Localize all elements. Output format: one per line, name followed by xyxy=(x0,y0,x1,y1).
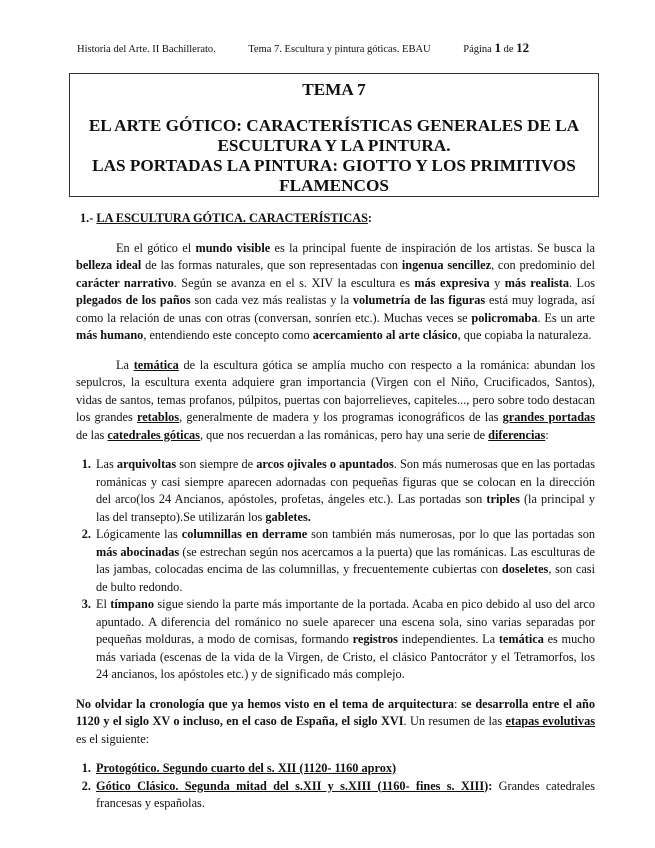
page-current: 1 xyxy=(494,40,501,55)
list-item: 1. Las arquivoltas son siempre de arcos ojivales o apuntados. Son más numerosas que en las portadas románicas y casi siempre aparecen adornadas con pequeñas figuras que se colocan en la dirección del arco(los 24 Ancianos, apóstoles, profetas, ángeles etc.). Las portadas son triples (la principal y las del transepto).Se utilizarán los gabletes. xyxy=(94,456,595,526)
section-heading xyxy=(80,210,595,228)
section-colon: : xyxy=(367,211,373,225)
page-header xyxy=(77,40,559,56)
list-item: 2. Lógicamente las columnillas en derrame son también más numerosas, por lo que las portadas son más abocinadas (se estrechan según nos acercamos a la puerta) que las románicas. Las esculturas de las jambas, colocadas encima de las columnillas, y frecuentemente cubiertas con doseletes, son casi de bulto redondo. xyxy=(94,526,595,596)
paragraph-1: En el gótico el mundo visible es la principal fuente de inspiración de los artistas. Se busca la belleza ideal de las formas naturales, que son representadas con ingenua sencillez, con predominio del carácter narrativo. Según se avanza en el s. XIV la escultura es más expresiva y más realista. Los plegados de los paños son cada vez más realistas y la volumetría de las figuras está muy lograda, así como la relación de unas con otras (conversan, sonríen etc.). Muchas veces se policromaba. Es un arte más humano, entendiendo este concepto como acercamiento al arte clásico, que copiaba la naturaleza. xyxy=(76,240,596,342)
header-topic: Tema 7. Escultura y pintura góticas. EBAU xyxy=(248,44,431,55)
differences-list xyxy=(76,456,595,684)
section-number: 1.- xyxy=(80,211,94,225)
page-total: 12 xyxy=(516,40,530,55)
list-item: 2. Gótico Clásico. Segunda mitad del s.XII y s.XIII (1160- fines s. XIII): Grandes catedrales francesas y españolas. xyxy=(94,778,595,813)
header-course: Historia del Arte. II Bachillerato. xyxy=(77,44,216,55)
chronology-note: No olvidar la cronología que ya hemos visto en el tema de arquitectura: se desarrolla entre el año 1120 y el siglo XV o incluso, en el caso de España, el siglo XVI. Un resumen de las etapas evolutivas es el siguiente: xyxy=(76,696,596,746)
section-title: LA ESCULTURA GÓTICA. CARACTERÍSTICAS xyxy=(96,211,368,225)
list-item: 3. El tímpano sigue siendo la parte más importante de la portada. Acaba en pico debido al uso del arco apuntado. A diferencia del románico no suele aparecer una escena sola, sino varias separadas por pequeñas molduras, a modo de cornisas, formando registros independientes. La temática es mucho más variada (escenas de la vida de la Virgen, de Cristo, el clásico Pantocrátor y el Tetramorfos, los 24 ancianos, los apóstoles etc.) y de significado más complejo. xyxy=(94,596,595,684)
title-sub: LAS PORTADAS LA PINTURA: GIOTTO Y LOS PRIMITIVOS FLAMENCOS xyxy=(92,156,576,195)
title-topic: TEMA 7 xyxy=(302,80,366,99)
header-page-number xyxy=(463,40,530,55)
stages-list xyxy=(76,760,595,813)
page-of: de xyxy=(503,44,514,55)
document-body xyxy=(76,210,595,825)
title-main: EL ARTE GÓTICO: CARACTERÍSTICAS GENERALES DE LA ESCULTURA Y LA PINTURA. xyxy=(88,116,580,155)
list-item: 1. Protogótico. Segundo cuarto del s. XII (1120- 1160 aprox) xyxy=(94,760,595,778)
title-box xyxy=(69,73,599,197)
page-label: Página xyxy=(463,44,492,55)
paragraph-2: La temática de la escultura gótica se amplía mucho con respecto a la románica: abundan los sepulcros, la escultura exenta adquiere gran importancia (Virgen con el Niño, Crucificados, Santos), vidas de santos, temas profanos, púlpitos, puertas con bajorrelieves, capiteles..., pero sobre todo destacan los grandes retablos, generalmente de madera y los programas iconográficos de las grandes portadas de las catedrales góticas, que nos recuerdan a las románicas, pero hay una serie de diferencias: xyxy=(76,357,595,442)
